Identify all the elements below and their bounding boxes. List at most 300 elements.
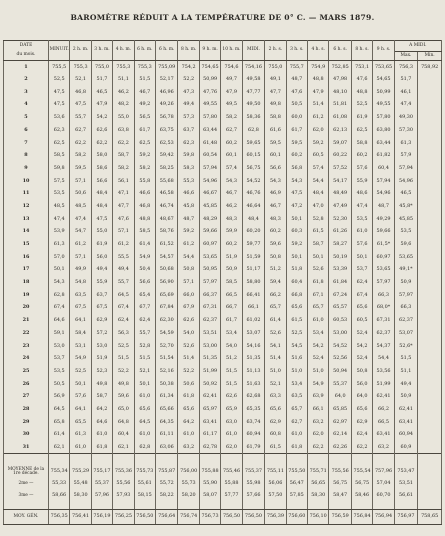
table-cell: [418, 149, 442, 162]
table-cell: 46,76: [242, 187, 264, 200]
table-cell: 58,2: [134, 162, 155, 175]
table-cell: 57,04: [373, 478, 394, 490]
table-cell: 59,9: [221, 225, 242, 238]
table-cell: 756,19: [91, 509, 112, 524]
table-cell: 57,97: [394, 289, 418, 302]
table-cell: 62,97: [329, 416, 351, 429]
table-cell: 47,7: [265, 86, 286, 99]
table-cell: 50,4: [134, 264, 155, 277]
table-cell: 55,0: [113, 111, 134, 124]
table-cell: 47,7: [113, 200, 134, 213]
table-cell: 64,1: [70, 314, 91, 327]
min-column-header: Min.: [418, 52, 442, 61]
table-cell: 62,6: [91, 124, 112, 137]
table-row: [4, 428, 442, 441]
table-cell: 49,5: [221, 99, 242, 112]
table-cell: 755,3: [113, 61, 134, 74]
table-cell: 47,9: [91, 99, 112, 112]
table-cell: 50,38: [156, 378, 178, 391]
table-cell: 755,71: [308, 466, 329, 478]
day-cell: 25: [4, 365, 49, 378]
table-cell: 49,4: [394, 378, 418, 391]
day-cell: 28: [4, 403, 49, 416]
table-cell: 46,6: [134, 187, 155, 200]
table-cell: 754,2: [178, 61, 199, 74]
table-cell: 50,94: [329, 365, 351, 378]
table-cell: 51,17: [242, 264, 264, 277]
table-cell: 51,6: [286, 352, 307, 365]
table-cell: 53,0: [48, 340, 69, 353]
table-cell: 65,7: [286, 403, 307, 416]
day-cell: 2: [4, 73, 49, 86]
table-cell: 62,1: [48, 441, 69, 454]
average-heading: MOYENNE: [7, 466, 33, 472]
table-cell: 55,7: [134, 327, 155, 340]
table-cell: 66,41: [242, 289, 264, 302]
table-cell: 51,2: [265, 264, 286, 277]
table-cell: 47,9: [308, 86, 329, 99]
column-header: 10 h. m.: [221, 41, 242, 61]
table-cell: 57,94: [199, 162, 220, 175]
table-cell: 58,7: [308, 238, 329, 251]
table-cell: 48,7: [373, 200, 394, 213]
table-cell: 63,75: [156, 124, 178, 137]
table-cell: 61,52: [156, 238, 178, 251]
table-cell: 56,75: [351, 478, 372, 490]
table-cell: 58,7: [113, 149, 134, 162]
table-cell: 64,8: [113, 416, 134, 429]
table-cell: 66,1: [242, 302, 264, 315]
day-cell: 19: [4, 289, 49, 302]
table-cell: 65,97: [199, 403, 220, 416]
table-cell: 61,0: [134, 390, 155, 403]
table-cell: 753,1: [351, 61, 372, 74]
table-cell: 66,3: [394, 302, 418, 315]
day-cell: 29: [4, 416, 49, 429]
table-cell: 54,96: [199, 175, 220, 188]
table-cell: 61,6: [265, 124, 286, 137]
table-cell: 55,56: [113, 478, 134, 490]
table-cell: 50,1: [286, 251, 307, 264]
table-cell: 63,8: [113, 124, 134, 137]
table-cell: 60,70: [373, 490, 394, 502]
table-cell: 46,6: [178, 187, 199, 200]
table-cell: 49,8: [91, 378, 112, 391]
table-cell: 47,6: [351, 73, 372, 86]
table-cell: 755,3: [70, 61, 91, 74]
table-cell: 59,6: [113, 390, 134, 403]
table-cell: 53,51: [199, 327, 220, 340]
table-cell: 56,1: [113, 175, 134, 188]
table-cell: 52,30: [329, 213, 351, 226]
table-cell: 58,07: [199, 490, 220, 502]
table-cell: 51,59: [242, 251, 264, 264]
table-cell: 55,7: [70, 111, 91, 124]
table-cell: 62,13: [329, 124, 351, 137]
table-cell: 755,11: [265, 466, 286, 478]
table-cell: 60,9: [394, 441, 418, 454]
table-cell: 755,36: [113, 466, 134, 478]
table-cell: 756,00: [178, 466, 199, 478]
table-cell: 53,6: [48, 111, 69, 124]
table-cell: 63,41: [394, 416, 418, 429]
table-cell: 64,6: [48, 314, 69, 327]
table-cell: 58,2: [70, 149, 91, 162]
table-cell: 52,5: [351, 99, 372, 112]
table-cell: 49,55: [199, 99, 220, 112]
table-cell: 53,65: [394, 251, 418, 264]
table-cell: 60,20: [242, 225, 264, 238]
table-cell: 56,6: [134, 276, 155, 289]
table-cell: 47,3: [178, 86, 199, 99]
average-label: [4, 466, 49, 478]
table-cell: 46,7: [134, 86, 155, 99]
column-header: 3 h. s.: [286, 41, 307, 61]
table-cell: [418, 314, 442, 327]
table-cell: 757,96: [373, 466, 394, 478]
day-cell: 13: [4, 213, 49, 226]
table-cell: 59,5: [70, 162, 91, 175]
section-gap: [4, 502, 442, 510]
table-cell: 753,47: [394, 466, 418, 478]
table-cell: 56,6: [91, 175, 112, 188]
table-cell: 51,4: [265, 352, 286, 365]
table-cell: 57,9: [394, 149, 418, 162]
table-cell: [418, 162, 442, 175]
table-cell: 58,20: [178, 490, 199, 502]
table-cell: 54,4: [308, 175, 329, 188]
table-cell: 65,35: [242, 403, 264, 416]
table-cell: 62,2: [308, 441, 329, 454]
table-cell: 53,07: [242, 327, 264, 340]
table-cell: 63,41: [199, 416, 220, 429]
table-cell: 53,51: [394, 478, 418, 490]
table-cell: 756,60: [286, 509, 307, 524]
table-cell: 63,41: [373, 428, 394, 441]
table-cell: 58,25: [156, 162, 178, 175]
table-cell: [418, 175, 442, 188]
table-cell: 61,7: [134, 124, 155, 137]
column-header: 6 h. s.: [329, 41, 351, 61]
table-cell: 51,5: [221, 365, 242, 378]
table-cell: 67,5: [91, 302, 112, 315]
barometer-table: [3, 40, 442, 525]
table-cell: 57,93: [113, 490, 134, 502]
table-cell: 49,50: [242, 99, 264, 112]
table-cell: 47,9: [221, 86, 242, 99]
table-cell: 62,1: [113, 441, 134, 454]
table-cell: 57,50: [265, 490, 286, 502]
table-cell: 62,8: [134, 441, 155, 454]
table-cell: 57,0: [48, 251, 69, 264]
table-cell: 61,9: [351, 111, 372, 124]
table-cell: 755,88: [199, 466, 220, 478]
day-cell: 21: [4, 314, 49, 327]
table-cell: 51,0: [265, 365, 286, 378]
table-cell: 58,0: [91, 149, 112, 162]
table-cell: 56,5: [134, 111, 155, 124]
table-cell: 57,2: [91, 327, 112, 340]
table-row: [4, 213, 442, 226]
table-cell: 60,4: [113, 428, 134, 441]
day-cell: 11: [4, 187, 49, 200]
table-cell: 62,4: [113, 314, 134, 327]
table-cell: 58,30: [70, 490, 91, 502]
table-cell: 63,80: [373, 124, 394, 137]
table-cell: 57,1: [70, 251, 91, 264]
table-cell: 55,8: [134, 175, 155, 188]
table-cell: 755,09: [156, 61, 178, 74]
day-cell: 3: [4, 86, 49, 99]
table-cell: 755,56: [329, 466, 351, 478]
table-cell: 58,30: [308, 490, 329, 502]
table-cell: [418, 416, 442, 429]
table-cell: 755,87: [156, 466, 178, 478]
table-cell: [418, 478, 442, 490]
table-cell: 60,3: [286, 225, 307, 238]
table-cell: 756,25: [113, 509, 134, 524]
table-cell: 57,85: [286, 490, 307, 502]
table-cell: 59,07: [329, 137, 351, 150]
table-cell: 55,0: [91, 225, 112, 238]
table-cell: [418, 111, 442, 124]
table-cell: 55,61: [134, 478, 155, 490]
table-cell: [418, 466, 442, 478]
table-cell: 51,35: [242, 352, 264, 365]
table-cell: 54,7: [70, 225, 91, 238]
table-cell: [418, 490, 442, 502]
table-cell: 65,6: [351, 403, 372, 416]
table-cell: 53,1: [70, 340, 91, 353]
table-cell: 50,9: [221, 264, 242, 277]
table-cell: 47,4: [394, 99, 418, 112]
table-cell: 756,74: [178, 509, 199, 524]
table-cell: 66,0: [178, 289, 199, 302]
table-cell: 50,1: [351, 251, 372, 264]
day-cell: 23: [4, 340, 49, 353]
table-cell: 47,4: [70, 213, 91, 226]
table-cell: 57,97: [199, 276, 220, 289]
table-cell: 61,3: [48, 238, 69, 251]
general-mean-label: MOY. GÉN.: [4, 509, 49, 524]
table-cell: 65,66: [156, 403, 178, 416]
table-cell: 51,13: [242, 365, 264, 378]
table-cell: 756,84: [351, 509, 372, 524]
table-row: [4, 137, 442, 150]
table-cell: [418, 441, 442, 454]
table-cell: 46,67: [199, 187, 220, 200]
table-cell: 62,5: [134, 137, 155, 150]
table-cell: 52,2: [178, 365, 199, 378]
table-row: [4, 403, 442, 416]
table-cell: 60,2: [286, 149, 307, 162]
table-cell: 62,4: [134, 314, 155, 327]
table-cell: [418, 289, 442, 302]
table-cell: 66,8: [286, 289, 307, 302]
table-cell: 48,8: [351, 86, 372, 99]
table-cell: 57,4: [308, 162, 329, 175]
table-cell: 59,66: [199, 225, 220, 238]
table-row: [4, 238, 442, 251]
table-cell: 62,9: [351, 416, 372, 429]
table-cell: 66,3: [373, 289, 394, 302]
table-cell: 51,1: [394, 365, 418, 378]
table-cell: [418, 187, 442, 200]
table-cell: [418, 302, 442, 315]
table-cell: 49,8: [113, 378, 134, 391]
day-cell: 12: [4, 200, 49, 213]
table-cell: 758,92: [418, 61, 442, 74]
table-cell: 55,37: [91, 478, 112, 490]
table-cell: 51,2: [221, 352, 242, 365]
table-cell: 67,9: [178, 302, 199, 315]
table-cell: 46,64: [242, 200, 264, 213]
table-row: [4, 149, 442, 162]
table-cell: 51,5: [394, 352, 418, 365]
table-cell: 58,5: [48, 149, 69, 162]
table-cell: 67,24: [329, 289, 351, 302]
column-header: MINUIT.: [48, 41, 69, 61]
table-cell: 64,2: [178, 416, 199, 429]
table-cell: 51,4: [308, 99, 329, 112]
table-cell: 753,65: [373, 61, 394, 74]
table-cell: 756,3: [394, 61, 418, 74]
table-row: [4, 302, 442, 315]
table-cell: 52,2: [178, 73, 199, 86]
table-cell: 57,6: [351, 238, 372, 251]
table-cell: 62,14: [329, 428, 351, 441]
table-cell: [418, 225, 442, 238]
table-cell: 50,6: [178, 378, 199, 391]
table-cell: 755,54: [351, 466, 372, 478]
table-cell: 65,6: [286, 302, 307, 315]
table-cell: 59,8: [178, 149, 199, 162]
table-cell: 53,4: [286, 378, 307, 391]
table-cell: 54,16: [242, 340, 264, 353]
column-header: 8 h. s.: [351, 41, 372, 61]
table-cell: 61,17: [199, 428, 220, 441]
table-cell: 64,2: [91, 403, 112, 416]
table-cell: [418, 378, 442, 391]
table-cell: [418, 276, 442, 289]
table-cell: 50,68: [156, 264, 178, 277]
table-cell: 62,4: [351, 428, 372, 441]
table-cell: 55,98: [242, 478, 264, 490]
table-cell: 62,9: [265, 416, 286, 429]
table-cell: 66,7: [221, 302, 242, 315]
table-cell: 53,07: [394, 327, 418, 340]
table-row: [4, 124, 442, 137]
table-cell: 65,57: [329, 302, 351, 315]
table-row: [4, 225, 442, 238]
table-row: [4, 416, 442, 429]
table-cell: 67,4: [113, 302, 134, 315]
table-cell: 55,37: [329, 378, 351, 391]
table-cell: 54,96: [373, 187, 394, 200]
column-header: 4 h. m.: [113, 41, 134, 61]
day-cell: 17: [4, 264, 49, 277]
table-cell: 49,30: [394, 111, 418, 124]
table-cell: 60,0: [286, 111, 307, 124]
table-cell: 50,1: [70, 378, 91, 391]
table-row: [4, 289, 442, 302]
table-cell: 50,1: [308, 251, 329, 264]
table-cell: 48,10: [329, 86, 351, 99]
table-cell: 61,0: [178, 428, 199, 441]
table-cell: 60,1: [265, 149, 286, 162]
table-cell: 55,73: [178, 478, 199, 490]
table-cell: 61,7: [221, 314, 242, 327]
table-cell: 48,4: [91, 200, 112, 213]
table-cell: 46,58: [156, 187, 178, 200]
table-cell: 63,74: [242, 416, 264, 429]
table-row: [4, 340, 442, 353]
table-cell: 54,52: [242, 175, 264, 188]
table-cell: 57,96: [91, 490, 112, 502]
table-cell: 62,8: [242, 124, 264, 137]
table-cell: 62,41: [373, 390, 394, 403]
table-cell: 67,7: [134, 302, 155, 315]
table-cell: 61,5: [265, 441, 286, 454]
table-cell: 50,8: [265, 251, 286, 264]
table-cell: 53,5: [48, 365, 69, 378]
table-cell: 56,0: [351, 378, 372, 391]
table-cell: 57,94: [373, 175, 394, 188]
table-cell: 57,97: [373, 276, 394, 289]
table-cell: 56,06: [265, 478, 286, 490]
table-cell: 48,3: [221, 213, 242, 226]
table-cell: 51,9: [91, 352, 112, 365]
table-cell: 755,5: [48, 61, 69, 74]
table-row: [4, 61, 442, 74]
table-cell: 48,49: [329, 187, 351, 200]
table-cell: 55,90: [199, 478, 220, 490]
table-cell: 63,7: [178, 124, 199, 137]
table-cell: 50,6: [70, 187, 91, 200]
table-cell: 65,6: [134, 403, 155, 416]
table-cell: 60,1: [221, 149, 242, 162]
table-cell: 48,4: [308, 187, 329, 200]
table-cell: [418, 73, 442, 86]
table-cell: 58,2: [113, 162, 134, 175]
table-cell: 62,37: [199, 314, 220, 327]
day-cell: 15: [4, 238, 49, 251]
table-row: [4, 175, 442, 188]
averages-section: [4, 454, 442, 502]
table-cell: [418, 340, 442, 353]
table-cell: 47,5: [48, 99, 69, 112]
table-cell: 51,5: [113, 352, 134, 365]
table-cell: 62,2: [351, 441, 372, 454]
table-cell: 60,94: [242, 428, 264, 441]
table-cell: 51,7: [91, 73, 112, 86]
table-cell: 52,6: [178, 340, 199, 353]
table-cell: 57,30: [394, 124, 418, 137]
table-cell: 58,15: [134, 490, 155, 502]
table-cell: 53,9: [48, 225, 69, 238]
column-header: 9 h. s.: [373, 41, 394, 61]
table-cell: 62,68: [242, 390, 264, 403]
table-cell: 51,63: [242, 378, 264, 391]
table-cell: 61,8: [286, 441, 307, 454]
table-row: [4, 73, 442, 86]
table-cell: 66,2: [373, 403, 394, 416]
table-cell: 57,80: [373, 111, 394, 124]
table-cell: 47,76: [199, 86, 220, 99]
column-header: 2 h. m.: [70, 41, 91, 61]
table-cell: 755,0: [265, 61, 286, 74]
max-column-header: Max.: [394, 52, 418, 61]
